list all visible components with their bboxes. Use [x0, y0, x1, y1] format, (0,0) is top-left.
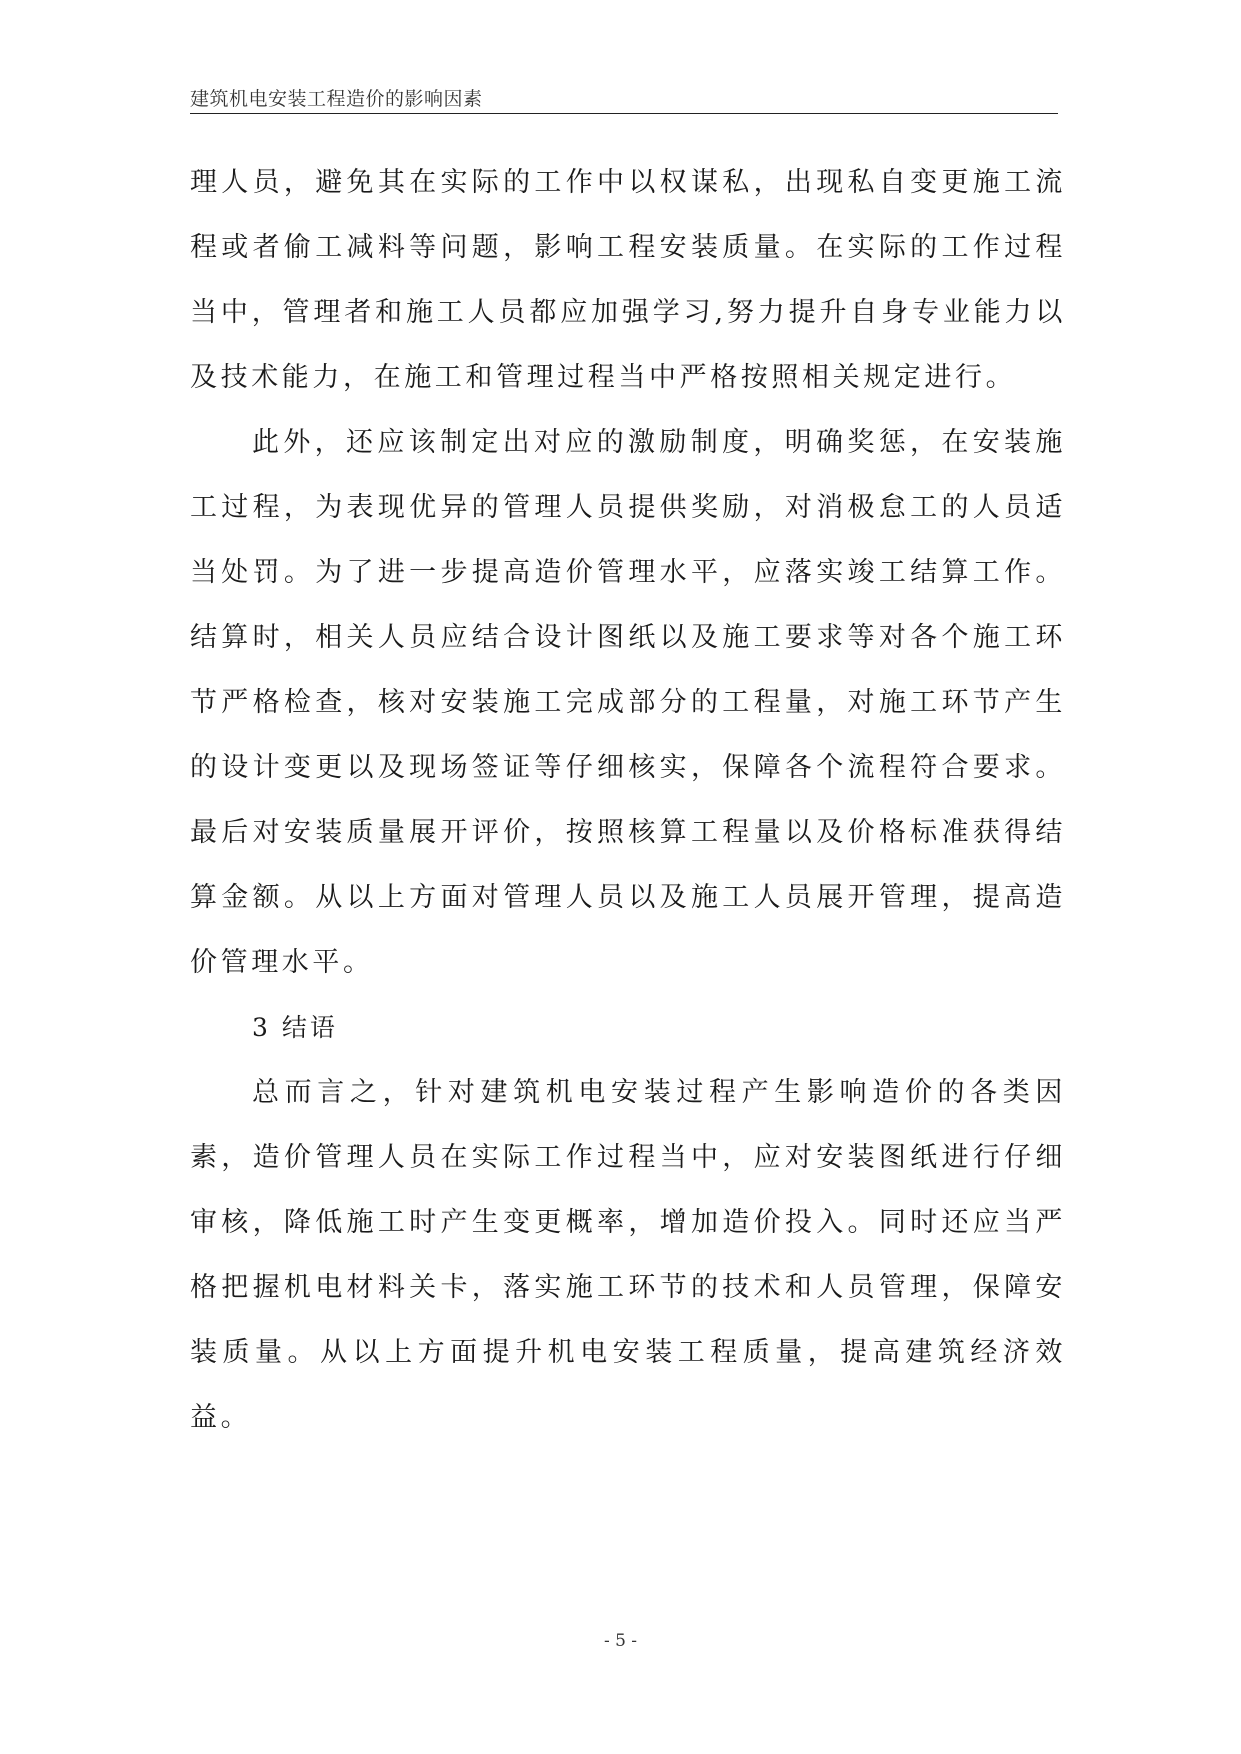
header-divider	[190, 113, 1058, 114]
paragraph-continuation: 理人员，避免其在实际的工作中以权谋私，出现私自变更施工流程或者偷工减料等问题，影响工程安装质量。在实际的工作过程当中，管理者和施工人员都应加强学习,努力提升自身专业能力以及技术能力，在施工和管理过程当中严格按照相关规定进行。	[190, 167, 1066, 393]
paragraph-conclusion: 总而言之，针对建筑机电安装过程产生影响造价的各类因素，造价管理人员在实际工作过程当中，应对安装图纸进行仔细审核，降低施工时产生变更概率，增加造价投入。同时还应当严格把握机电材料关卡，落实施工环节的技术和人员管理，保障安装质量。从以上方面提升机电安装工程质量，提高建筑经济效益。	[190, 1077, 1066, 1433]
page-number: - 5 -	[603, 1631, 638, 1651]
document-body	[190, 150, 1066, 1450]
page-header	[190, 86, 1058, 112]
header-title: 建筑机电安装工程造价的影响因素	[190, 88, 483, 110]
section-heading-conclusion: 3 结语	[252, 1013, 338, 1042]
paragraph-incentive-system: 此外，还应该制定出对应的激励制度，明确奖惩，在安装施工过程，为表现优异的管理人员提供奖励，对消极怠工的人员适当处罚。为了进一步提高造价管理水平，应落实竣工结算工作。结算时，相关人员应结合设计图纸以及施工要求等对各个施工环节严格检查，核对安装施工完成部分的工程量，对施工环节产生的设计变更以及现场签证等仔细核实，保障各个流程符合要求。最后对安装质量展开评价，按照核算工程量以及价格标准获得结算金额。从以上方面对管理人员以及施工人员展开管理，提高造价管理水平。	[190, 427, 1066, 978]
